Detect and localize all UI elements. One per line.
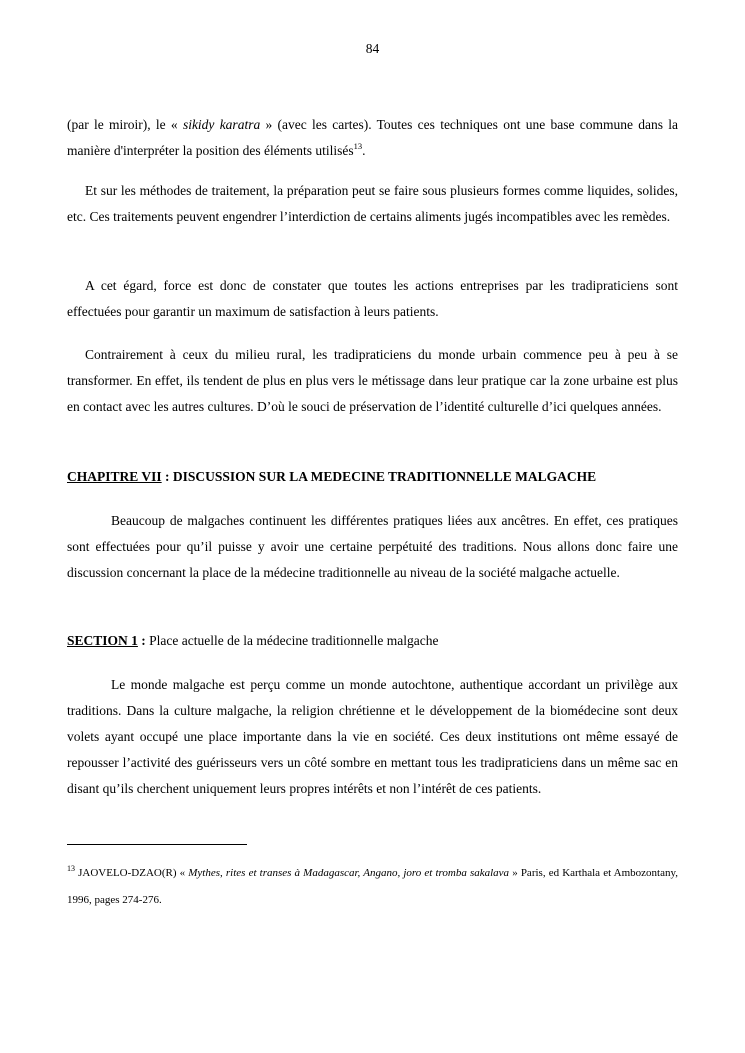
chapter-heading	[67, 467, 687, 487]
paragraph-urbain: Contrairement à ceux du milieu rural, les tradipraticiens du monde urbain commence peu à peu à se transformer. En effet, ils tendent de plus en plus vers le métissage dans leur pratique car la zone urbaine est plus en contact avec les autres cultures. D’où le souci de préservation de l’identité culturelle d’ici quelques années.	[67, 347, 678, 414]
chapter-title: DISCUSSION SUR LA MEDECINE TRADITIONNELLE MALGACHE	[169, 469, 597, 484]
section-label: SECTION 1	[67, 633, 138, 648]
paragraph-monde-malgache: Le monde malgache est perçu comme un monde autochtone, authentique accordant un privilège aux traditions. Dans la culture malgache, la religion chrétienne et le développement de la biomédecine sont deux volets ayant occupé une place importante dans la vie en société. Ces deux institutions ont même essayé de repousser l’activité des guérisseurs vers un côté sombre en mettant tous les tradipraticiens dans un même sac en disant qu’ils cherchent uniquement leurs propres intérêts et non l’intérêt de ces patients.	[67, 677, 678, 796]
paragraph-traitement: Et sur les méthodes de traitement, la préparation peut se faire sous plusieurs formes comme liquides, solides, etc. Ces traitements peuvent engendrer l’interdiction de certains aliments jugés incompatibles avec les remèdes.	[67, 183, 678, 224]
footnote-author: JAOVELO-DZAO(R) «	[75, 867, 189, 879]
footnote-number: 13	[67, 864, 75, 873]
paragraph-ancetres: Beaucoup de malgaches continuent les différentes pratiques liées aux ancêtres. En effet, ces pratiques sont effectuées pour qu’il puisse y avoir une certaine perpétuité des traditions. Nous allons donc faire une discussion concernant la place de la médecine traditionnelle au niveau de la société malgache actuelle.	[67, 513, 678, 580]
paragraph-text: .	[362, 143, 366, 158]
chapter-label: CHAPITRE VII	[67, 469, 162, 484]
paragraph-techniques	[67, 112, 678, 164]
footnote	[67, 860, 678, 914]
chapter-colon: :	[161, 469, 170, 484]
footnote-title: Mythes, rites et transes à Madagascar, Angano, joro et tromba sakalava	[188, 867, 510, 879]
paragraph-egard: A cet égard, force est donc de constater que toutes les actions entreprises par les tradipraticiens sont effectuées pour garantir un maximum de satisfaction à leurs patients.	[67, 278, 678, 319]
footnote-publication: » Paris, ed Karthala et Ambozontany, 1996, pages 274-276.	[67, 867, 679, 906]
footnote-separator	[67, 844, 247, 845]
italic-term: sikidy karatra	[182, 117, 261, 132]
paragraph-text: (par le miroir), le «	[67, 117, 183, 132]
page-number: 84	[365, 41, 380, 56]
paragraph-text: » (avec les cartes). Toutes ces techniques ont une base commune dans la manière d'interpréter la position des éléments utilisés	[67, 117, 678, 158]
section-heading	[67, 631, 687, 651]
footnote-reference[interactable]: 13	[353, 141, 363, 151]
section-colon: :	[137, 633, 146, 648]
section-title: Place actuelle de la médecine traditionnelle malgache	[145, 633, 439, 648]
